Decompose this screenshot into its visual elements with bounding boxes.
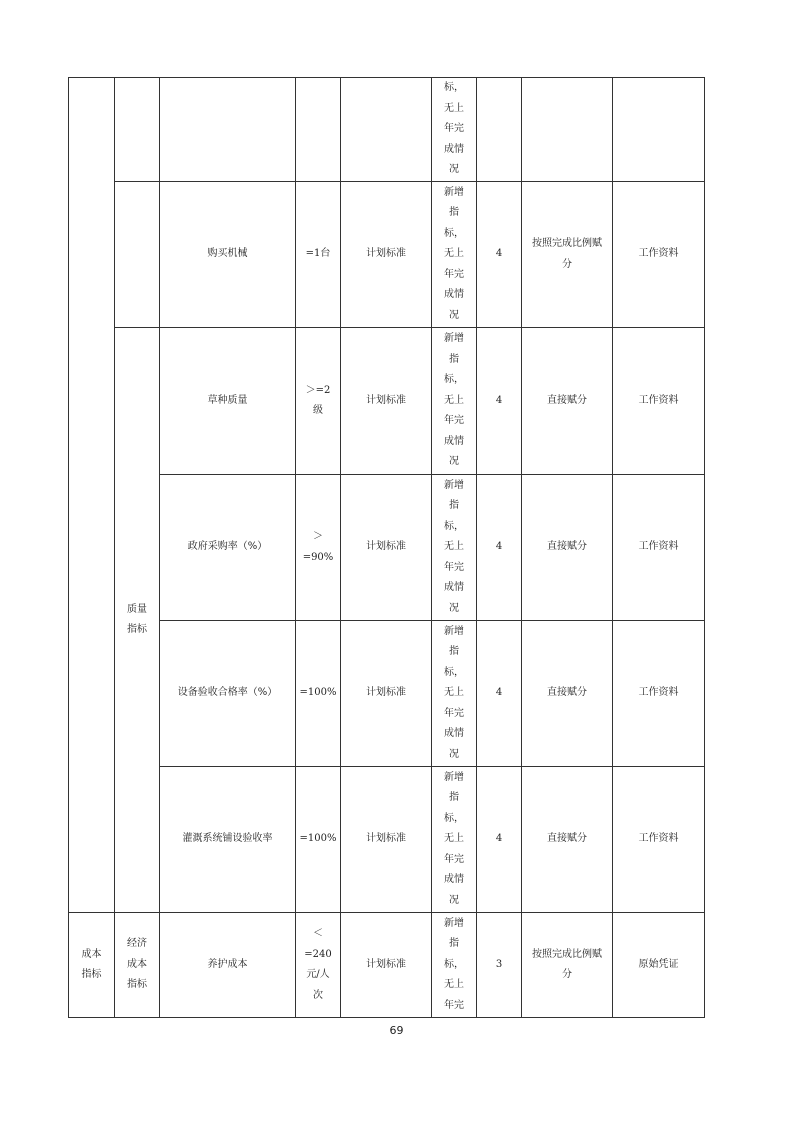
basis-cell bbox=[341, 78, 432, 182]
weight-cell: 4 bbox=[477, 767, 522, 913]
cumulative-cell: 新增 指 标， 无上 年完 成情 况 bbox=[432, 328, 477, 475]
weight-cell: 4 bbox=[477, 475, 522, 621]
indicator-cell bbox=[160, 78, 296, 182]
cumulative-cell: 新增 指 标， 无上 年完 成情 况 bbox=[432, 621, 477, 767]
indicator-cell: 政府采购率（%） bbox=[160, 475, 296, 621]
cumulative-cell: 新增 指 标， 无上 年完 成情 况 bbox=[432, 475, 477, 621]
scoring-method-cell: 按照完成比例赋 分 bbox=[522, 913, 613, 1018]
subcategory-cell-continued bbox=[115, 78, 160, 182]
cumulative-cell: 新增 指 标， 无上 年完 成情 况 bbox=[432, 767, 477, 913]
data-source-cell: 工作资料 bbox=[613, 475, 705, 621]
indicator-cell: 购买机械 bbox=[160, 182, 296, 328]
page-number: 69 bbox=[389, 1024, 404, 1037]
indicator-cell: 养护成本 bbox=[160, 913, 296, 1018]
scoring-method-cell: 直接赋分 bbox=[522, 328, 613, 475]
data-source-cell: 工作资料 bbox=[613, 767, 705, 913]
scoring-method-cell: 按照完成比例赋 分 bbox=[522, 182, 613, 328]
subcategory-cell-continued bbox=[115, 182, 160, 328]
scoring-method-cell: 直接赋分 bbox=[522, 767, 613, 913]
weight-cell: 4 bbox=[477, 328, 522, 475]
basis-cell: 计划标准 bbox=[341, 913, 432, 1018]
data-source-cell bbox=[613, 78, 705, 182]
cumulative-cell: 新增 指 标， 无上 年完 bbox=[432, 913, 477, 1018]
category-cell: 成本 指标 bbox=[69, 913, 115, 1018]
subcategory-cell: 经济 成本 指标 bbox=[115, 913, 160, 1018]
indicator-cell: 草种质量 bbox=[160, 328, 296, 475]
target-cell: =100% bbox=[296, 621, 341, 767]
scoring-method-cell bbox=[522, 78, 613, 182]
basis-cell: 计划标准 bbox=[341, 621, 432, 767]
data-source-cell: 工作资料 bbox=[613, 621, 705, 767]
indicator-cell: 灌溉系统铺设验收率 bbox=[160, 767, 296, 913]
weight-cell bbox=[477, 78, 522, 182]
weight-cell: 4 bbox=[477, 182, 522, 328]
target-cell: =1台 bbox=[296, 182, 341, 328]
data-source-cell: 工作资料 bbox=[613, 182, 705, 328]
table-row bbox=[69, 621, 705, 767]
target-cell: ＞=2 级 bbox=[296, 328, 341, 475]
table-row bbox=[69, 913, 705, 1018]
data-source-cell: 工作资料 bbox=[613, 328, 705, 475]
basis-cell: 计划标准 bbox=[341, 328, 432, 475]
target-cell: =100% bbox=[296, 767, 341, 913]
table-row bbox=[69, 328, 705, 475]
basis-cell: 计划标准 bbox=[341, 475, 432, 621]
table-row bbox=[69, 767, 705, 913]
target-cell bbox=[296, 78, 341, 182]
data-source-cell: 原始凭证 bbox=[613, 913, 705, 1018]
scoring-method-cell: 直接赋分 bbox=[522, 475, 613, 621]
scoring-method-cell: 直接赋分 bbox=[522, 621, 613, 767]
subcategory-cell: 质量 指标 bbox=[115, 328, 160, 913]
target-cell: ＜ =240 元/人 次 bbox=[296, 913, 341, 1018]
table-row bbox=[69, 475, 705, 621]
cumulative-cell: 标， 无上 年完 成情 况 bbox=[432, 78, 477, 182]
indicator-cell: 设备验收合格率（%） bbox=[160, 621, 296, 767]
weight-cell: 3 bbox=[477, 913, 522, 1018]
target-cell: ＞ =90% bbox=[296, 475, 341, 621]
basis-cell: 计划标准 bbox=[341, 767, 432, 913]
table-row bbox=[69, 78, 705, 182]
weight-cell: 4 bbox=[477, 621, 522, 767]
performance-indicator-table bbox=[68, 77, 705, 1018]
basis-cell: 计划标准 bbox=[341, 182, 432, 328]
table-row bbox=[69, 182, 705, 328]
cumulative-cell: 新增 指 标， 无上 年完 成情 况 bbox=[432, 182, 477, 328]
category-cell-continued bbox=[69, 78, 115, 913]
